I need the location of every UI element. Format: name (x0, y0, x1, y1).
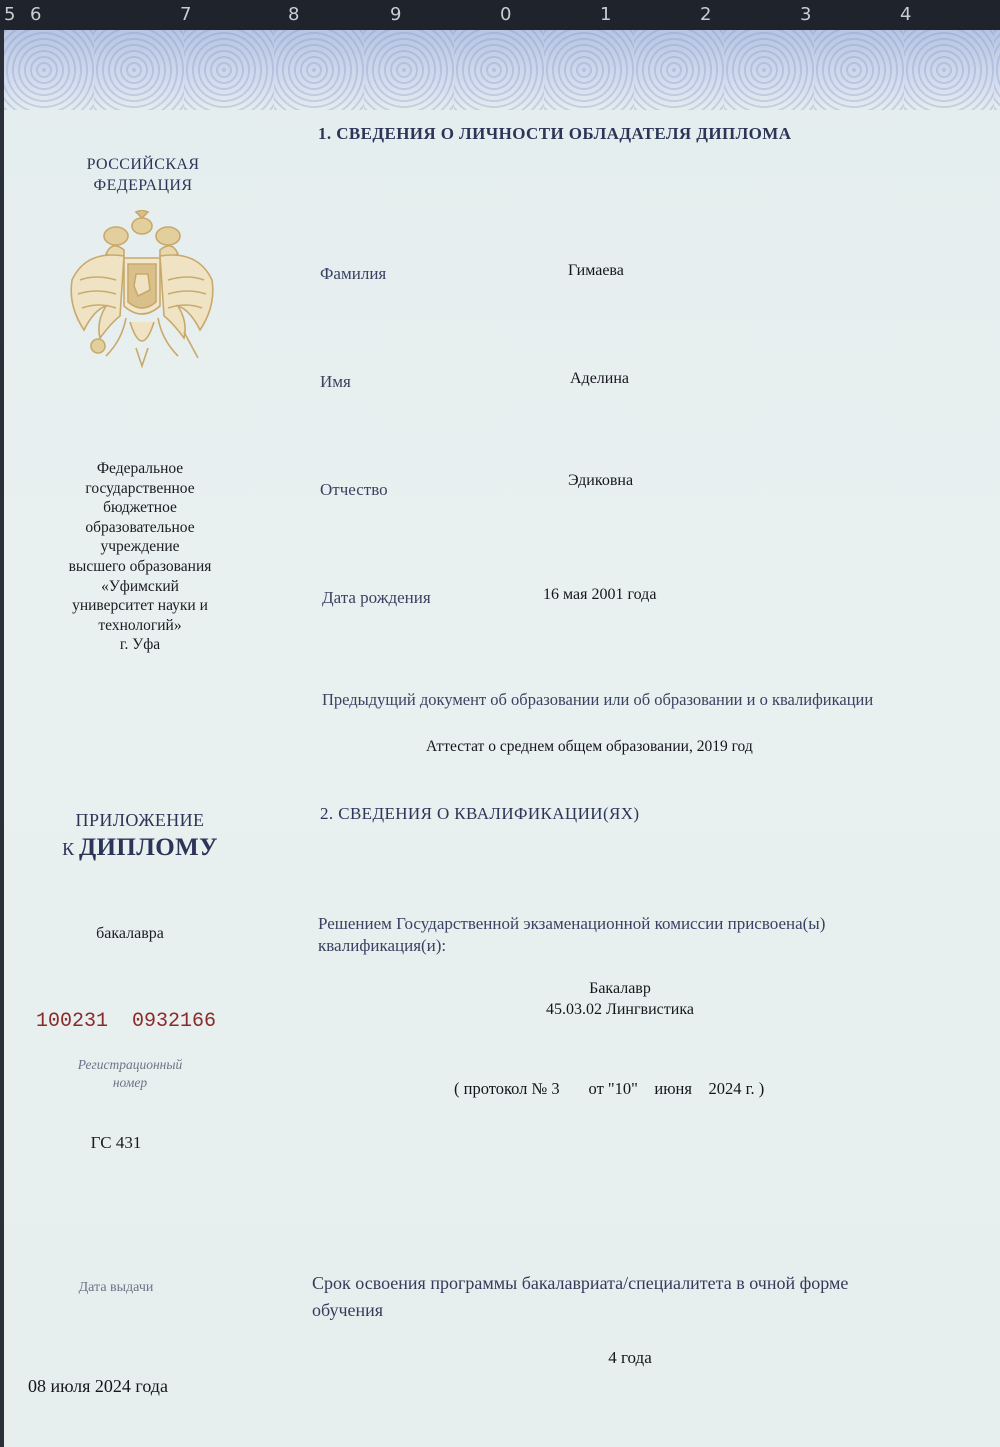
ruler-digit: 1 (600, 4, 612, 25)
decision-line: Решением Государственной экзаменационной комиссии присвоена(ы) (318, 914, 826, 933)
institution-line: г. Уфа (119, 636, 161, 654)
appendix-title-prefix: К (62, 839, 75, 859)
ruler-digit: 5 (4, 4, 16, 25)
institution-line: бюджетное (103, 499, 177, 517)
ruler-digit: 8 (288, 4, 300, 25)
institution-line: государственное (85, 479, 195, 497)
degree-level: бакалавра (96, 925, 164, 942)
registration-label-line: Регистрационный (77, 1057, 183, 1072)
name-label: Имя (320, 372, 351, 391)
institution-line: технологий» (98, 616, 182, 634)
guilloche-border (4, 30, 1000, 110)
patronymic-label: Отчество (320, 480, 388, 499)
study-term-line: Срок освоения программы бакалавриата/специалитета в очной форме (312, 1273, 849, 1293)
study-term-value: 4 года (608, 1348, 652, 1367)
qualification-value: Бакалавр (589, 980, 651, 997)
ruler-digit: 2 (700, 4, 712, 25)
surname-value: Гимаева (568, 262, 624, 279)
institution-line: «Уфимский (101, 577, 179, 595)
issue-date-label: Дата выдачи (78, 1280, 154, 1295)
appendix-title-word: ДИПЛОМУ (78, 834, 218, 861)
study-term-label (312, 1270, 848, 1324)
registration-label-line: номер (112, 1075, 148, 1090)
registration-label (50, 1056, 210, 1092)
ruler-digit: 7 (180, 4, 192, 25)
previous-document-value: Аттестат о среднем общем образовании, 2019 год (426, 738, 753, 755)
ruler-strip (0, 0, 1000, 30)
protocol-value: ( протокол № 3 от "10" июня 2024 г. ) (454, 1079, 765, 1098)
surname-label: Фамилия (320, 264, 387, 283)
institution-line: высшего образования (68, 557, 212, 575)
decision-line: квалификация(и): (318, 936, 447, 955)
institution-line: учреждение (100, 538, 180, 556)
patronymic-value: Эдиковна (568, 472, 634, 489)
ruler-digit: 6 (30, 4, 42, 25)
issue-date: 08 июля 2024 года (28, 1376, 168, 1396)
ruler-digit: 3 (800, 4, 812, 25)
institution-line: Федеральное (96, 460, 184, 477)
institution-line: университет науки и (72, 597, 208, 615)
registration-number: ГС 431 (90, 1133, 142, 1152)
section1-title: 1. СВЕДЕНИЯ О ЛИЧНОСТИ ОБЛАДАТЕЛЯ ДИПЛОМА (318, 124, 792, 143)
ruler-digit: 4 (900, 4, 912, 25)
appendix-title-2 (40, 834, 240, 862)
country-line: ФЕДЕРАЦИЯ (93, 177, 193, 194)
appendix-title-1: ПРИЛОЖЕНИЕ (75, 810, 205, 830)
ruler-digit: 0 (500, 4, 512, 25)
coat-of-arms-icon (66, 210, 218, 370)
decision-text (318, 913, 825, 957)
birthdate-value: 16 мая 2001 года (543, 586, 657, 603)
ruler-digit: 9 (390, 4, 402, 25)
specialty-value: 45.03.02 Лингвистика (546, 1001, 694, 1018)
institution-line: образовательное (85, 518, 195, 536)
serial-number: 100231 0932166 (36, 1010, 217, 1033)
section2-title: 2. СВЕДЕНИЯ О КВАЛИФИКАЦИИ(ЯХ) (320, 804, 640, 823)
institution-block (40, 459, 240, 655)
country-line: РОССИЙСКАЯ (86, 156, 200, 173)
previous-document-label: Предыдущий документ об образовании или об образовании и о квалификации (322, 690, 874, 709)
birthdate-label: Дата рождения (322, 588, 431, 607)
name-value: Аделина (570, 370, 630, 387)
study-term-line: обучения (312, 1300, 384, 1320)
country-name (60, 154, 226, 196)
